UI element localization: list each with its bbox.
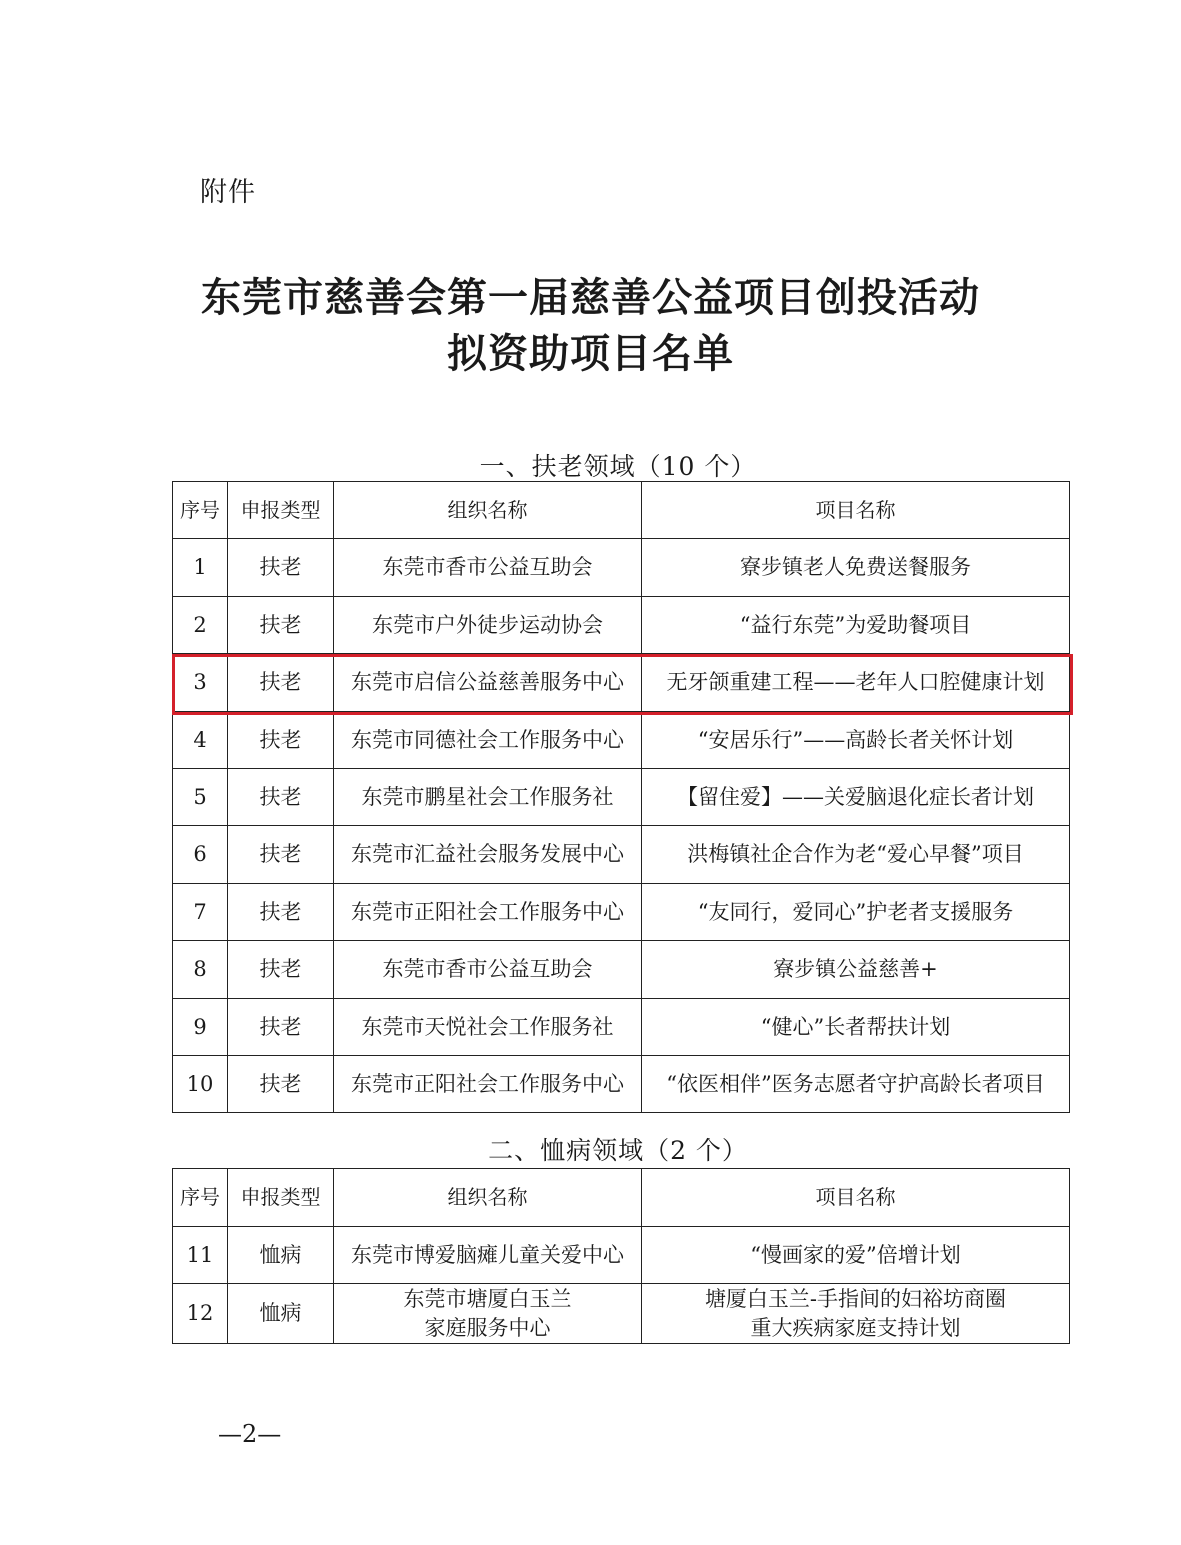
row-org: 东莞市香市公益互助会 <box>334 539 642 596</box>
row-type: 扶老 <box>228 711 334 768</box>
row-no: 2 <box>173 596 228 653</box>
table-row <box>173 1284 1070 1344</box>
row-project: “依医相伴”医务志愿者守护高龄长者项目 <box>642 1055 1070 1112</box>
row-project: “安居乐行”——高龄长者关怀计划 <box>642 711 1070 768</box>
row-type: 扶老 <box>228 883 334 940</box>
row-no: 4 <box>173 711 228 768</box>
row-type: 扶老 <box>228 768 334 825</box>
table-header-row <box>173 1169 1070 1227</box>
table-header-row <box>173 482 1070 539</box>
row-org <box>334 1284 642 1344</box>
row-project: “友同行，爱同心”护老者支援服务 <box>642 883 1070 940</box>
document-title-line2: 拟资助项目名单 <box>447 331 734 377</box>
illness-projects-table <box>172 1168 1070 1344</box>
row-org-line1: 东莞市塘厦白玉兰 <box>403 1287 572 1312</box>
column-header-no: 序号 <box>173 482 228 539</box>
column-header-type: 申报类型 <box>228 482 334 539</box>
column-header-no: 序号 <box>173 1169 228 1227</box>
elderly-projects-table <box>172 481 1070 1113</box>
table-row <box>173 941 1070 998</box>
row-org: 东莞市户外徒步运动协会 <box>334 596 642 653</box>
column-header-org: 组织名称 <box>334 482 642 539</box>
row-type: 扶老 <box>228 539 334 596</box>
row-project <box>642 1284 1070 1344</box>
row-project: 寮步镇公益慈善+ <box>642 941 1070 998</box>
row-no: 3 <box>173 654 228 711</box>
section-heading-illness: 二、恤病领域（2 个） <box>488 1136 748 1165</box>
table-row <box>173 1226 1070 1284</box>
row-no: 8 <box>173 941 228 998</box>
row-org-line2: 家庭服务中心 <box>424 1315 551 1340</box>
row-org: 东莞市香市公益互助会 <box>334 941 642 998</box>
column-header-project: 项目名称 <box>642 482 1070 539</box>
row-type: 扶老 <box>228 826 334 883</box>
table-row <box>173 711 1070 768</box>
row-project: 寮步镇老人免费送餐服务 <box>642 539 1070 596</box>
attachment-label: 附件 <box>200 177 256 208</box>
row-no: 12 <box>173 1284 228 1344</box>
row-type: 恤病 <box>228 1226 334 1284</box>
row-type: 扶老 <box>228 998 334 1055</box>
row-org: 东莞市鹏星社会工作服务社 <box>334 768 642 825</box>
row-project <box>642 1226 1070 1284</box>
table-row <box>173 768 1070 825</box>
column-header-org: 组织名称 <box>334 1169 642 1227</box>
page-number: —2— <box>218 1420 282 1448</box>
row-type: 扶老 <box>228 941 334 998</box>
row-no: 9 <box>173 998 228 1055</box>
row-project: “健心”长者帮扶计划 <box>642 998 1070 1055</box>
table-row <box>173 826 1070 883</box>
table-row-highlighted <box>173 654 1070 711</box>
row-no: 5 <box>173 768 228 825</box>
document-title-line1: 东莞市慈善会第一届慈善公益项目创投活动 <box>201 275 980 321</box>
row-org <box>334 1226 642 1284</box>
row-project-line1: “慢画家的爱”倍增计划 <box>750 1242 961 1267</box>
column-header-project: 项目名称 <box>642 1169 1070 1227</box>
row-org: 东莞市天悦社会工作服务社 <box>334 998 642 1055</box>
row-org-line1: 东莞市博爱脑瘫儿童关爱中心 <box>351 1242 624 1267</box>
row-org: 东莞市同德社会工作服务中心 <box>334 711 642 768</box>
row-type: 扶老 <box>228 1055 334 1112</box>
section-heading-elderly: 一、扶老领域（10 个） <box>479 452 757 481</box>
table-row <box>173 596 1070 653</box>
row-type: 扶老 <box>228 654 334 711</box>
row-org: 东莞市正阳社会工作服务中心 <box>334 1055 642 1112</box>
column-header-type: 申报类型 <box>228 1169 334 1227</box>
row-project-line1: 塘厦白玉兰-手指间的妇裕坊商圈 <box>704 1287 1007 1312</box>
row-no: 11 <box>173 1226 228 1284</box>
row-org: 东莞市汇益社会服务发展中心 <box>334 826 642 883</box>
table-row <box>173 1055 1070 1112</box>
row-project: 【留住爱】——关爱脑退化症长者计划 <box>642 768 1070 825</box>
row-project-line2: 重大疾病家庭支持计划 <box>750 1315 961 1340</box>
table-row <box>173 883 1070 940</box>
row-project: 无牙颌重建工程——老年人口腔健康计划 <box>642 654 1070 711</box>
row-org: 东莞市启信公益慈善服务中心 <box>334 654 642 711</box>
row-project: “益行东莞”为爱助餐项目 <box>642 596 1070 653</box>
row-type: 扶老 <box>228 596 334 653</box>
row-no: 1 <box>173 539 228 596</box>
row-org: 东莞市正阳社会工作服务中心 <box>334 883 642 940</box>
table-row <box>173 539 1070 596</box>
row-no: 7 <box>173 883 228 940</box>
row-project: 洪梅镇社企合作为老“爱心早餐”项目 <box>642 826 1070 883</box>
row-no: 10 <box>173 1055 228 1112</box>
row-no: 6 <box>173 826 228 883</box>
row-type: 恤病 <box>228 1284 334 1344</box>
table-row <box>173 998 1070 1055</box>
